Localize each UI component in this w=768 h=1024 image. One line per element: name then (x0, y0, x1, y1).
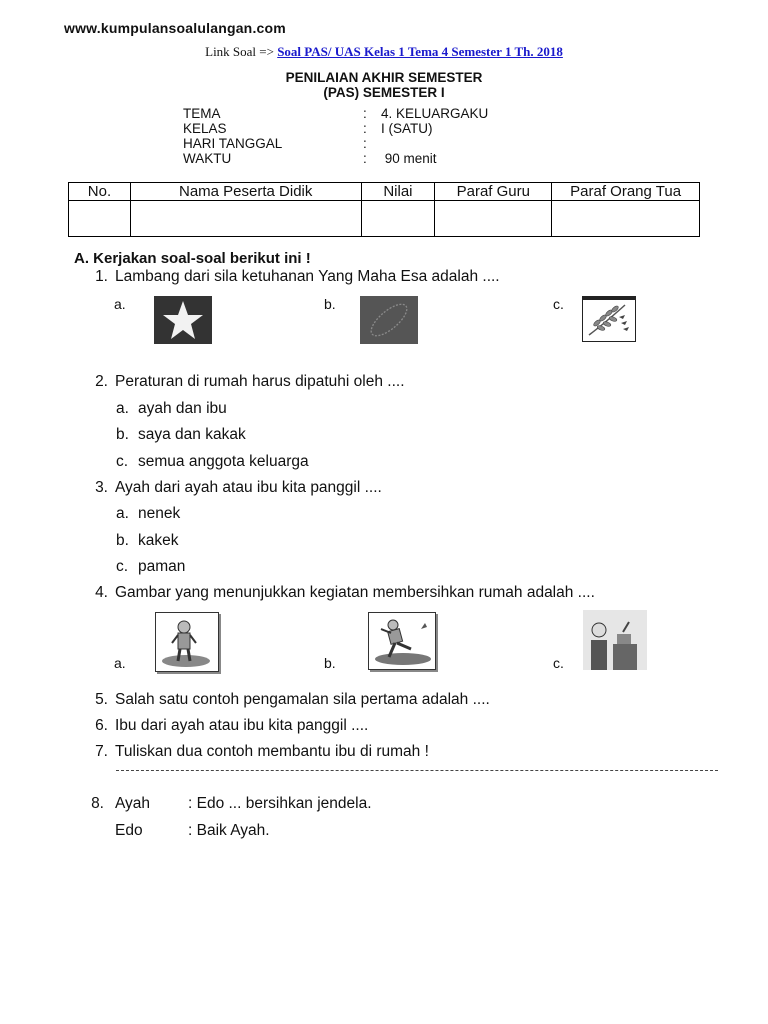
option-text: saya dan kakak (138, 426, 246, 443)
option-letter: a. (116, 505, 129, 522)
cell-score[interactable] (361, 201, 435, 237)
option-letter: c. (116, 558, 129, 575)
meta-sep: : (363, 136, 367, 151)
meta-key: WAKTU (183, 151, 232, 166)
meta-key: KELAS (183, 121, 227, 136)
rice-cotton-icon[interactable] (582, 296, 636, 342)
site-url: www.kumpulansoalulangan.com (64, 20, 286, 36)
question-text: Salah satu contoh pengamalan sila pertama adalah .... (115, 691, 490, 708)
cell-teacher-sign[interactable] (435, 201, 552, 237)
question-number: 8. (91, 795, 104, 812)
question-text: Gambar yang menunjukkan kegiatan membersihkan rumah adalah .... (115, 584, 595, 601)
option-letter: b. (116, 426, 129, 443)
option-text: paman (138, 558, 186, 575)
dialog-line: : Baik Ayah. (188, 822, 270, 839)
option-c[interactable] (116, 558, 186, 576)
exam-title: PENILAIAN AKHIR SEMESTER (285, 70, 483, 85)
meta-value: I (SATU) (381, 121, 433, 136)
cell-parent-sign[interactable] (552, 201, 700, 237)
answer-line[interactable] (116, 770, 718, 771)
section-title: A. Kerjakan soal-soal berikut ini ! (74, 250, 311, 267)
question-text: Ayah dari ayah atau ibu kita panggil .... (115, 479, 382, 496)
option-label: b. (324, 655, 336, 671)
meta-sep: : (363, 151, 367, 166)
meta-sep: : (363, 121, 367, 136)
star-icon[interactable] (154, 296, 212, 344)
exam-link[interactable]: Soal PAS/ UAS Kelas 1 Tema 4 Semester 1 Th. 2018 (277, 44, 563, 59)
question-number: 3. (95, 479, 108, 496)
link-prefix: Link Soal => (205, 44, 274, 59)
option-a[interactable] (116, 505, 181, 523)
meta-value: 90 menit (381, 151, 437, 166)
meta-key: HARI TANGGAL (183, 136, 283, 151)
meta-key: TEMA (183, 106, 221, 121)
option-text: ayah dan ibu (138, 400, 227, 417)
option-text: semua anggota keluarga (138, 453, 309, 470)
dialog-speaker: Edo (115, 822, 143, 839)
col-score: Nilai (361, 183, 435, 201)
option-text: kakek (138, 532, 179, 549)
option-c[interactable] (116, 453, 309, 471)
meta-sep: : (363, 106, 367, 121)
question-number: 4. (95, 584, 108, 601)
question-number: 6. (95, 717, 108, 734)
cell-name[interactable] (130, 201, 361, 237)
meta-value: 4. KELUARGAKU (381, 106, 489, 121)
child-kicking-image[interactable] (368, 612, 436, 670)
option-letter: b. (116, 532, 129, 549)
option-label: a. (114, 296, 126, 312)
option-label: c. (553, 296, 564, 312)
option-label: b. (324, 296, 336, 312)
option-label: a. (114, 655, 126, 671)
option-b[interactable] (116, 532, 179, 550)
question-text: Lambang dari sila ketuhanan Yang Maha Esa adalah .... (115, 268, 500, 285)
option-a[interactable] (116, 400, 227, 418)
student-table (68, 182, 700, 237)
col-teacher-sign: Paraf Guru (435, 183, 552, 201)
question-text: Peraturan di rumah harus dipatuhi oleh .... (115, 373, 405, 390)
dialog-speaker: Ayah (115, 795, 151, 812)
exam-meta (183, 106, 488, 166)
question-number: 5. (95, 691, 108, 708)
question-text: Ibu dari ayah atau ibu kita panggil .... (115, 717, 369, 734)
option-letter: c. (116, 453, 129, 470)
col-name: Nama Peserta Didik (130, 183, 361, 201)
option-text: nenek (138, 505, 181, 522)
col-no: No. (69, 183, 131, 201)
link-line (0, 44, 768, 60)
child-standing-image[interactable] (155, 612, 219, 672)
exam-subtitle: (PAS) SEMESTER I (323, 85, 445, 100)
col-parent-sign: Paraf Orang Tua (552, 183, 700, 201)
option-label: c. (553, 655, 564, 671)
question-number: 2. (95, 373, 108, 390)
question-number: 1. (95, 268, 108, 285)
family-cleaning-image[interactable] (583, 610, 647, 670)
dialog-line: : Edo ... bersihkan jendela. (188, 795, 372, 812)
option-b[interactable] (116, 426, 246, 444)
cell-no[interactable] (69, 201, 131, 237)
option-letter: a. (116, 400, 129, 417)
question-number: 7. (95, 743, 108, 760)
question-text: Tuliskan dua contoh membantu ibu di rumah ! (115, 743, 429, 760)
chain-icon[interactable] (360, 296, 418, 344)
